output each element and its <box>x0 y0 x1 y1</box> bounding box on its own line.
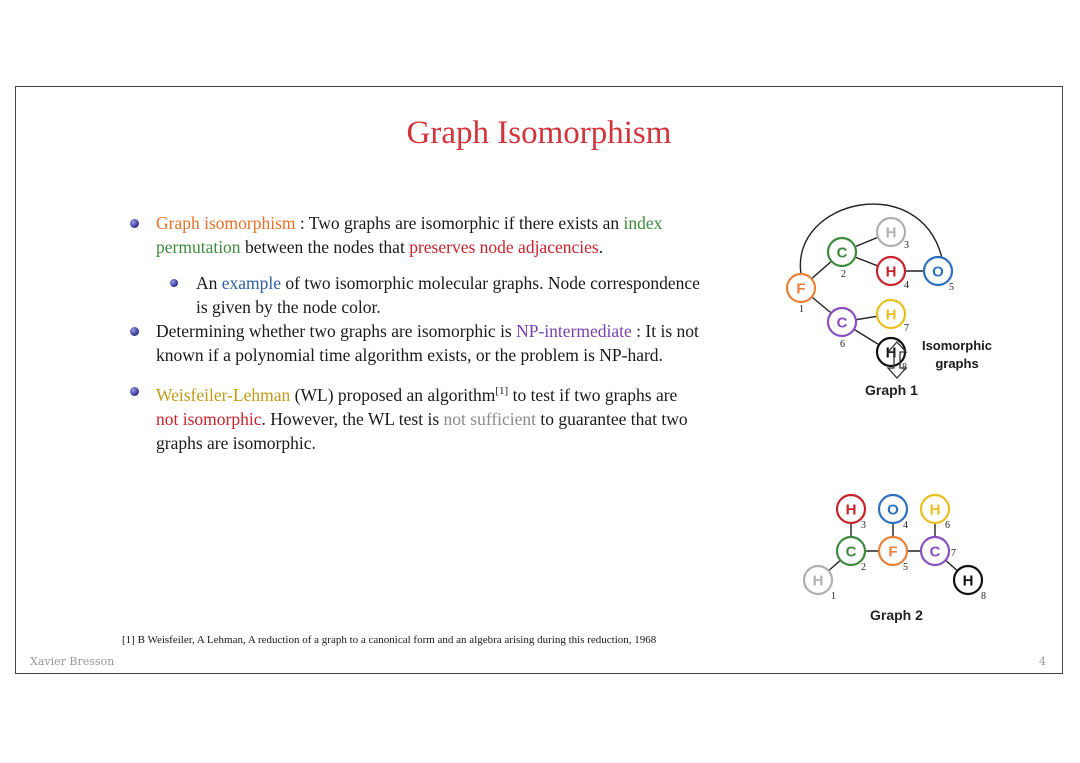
node-element-label: C <box>845 543 857 561</box>
text: . <box>598 237 604 257</box>
node-index-label: 1 <box>831 591 836 602</box>
node-element-label: H <box>885 263 897 281</box>
node-index-label: 4 <box>903 520 908 531</box>
graph-node <box>787 274 815 315</box>
term-graph-isomorphism: Graph isomorphism <box>156 213 296 233</box>
term-weisfeiler-lehman: Weisfeiler-Lehman <box>156 384 291 405</box>
text: of two isomorphic molecular graphs. Node correspondence is given by the node color. <box>196 273 700 317</box>
text: An <box>196 273 222 293</box>
node-index-label: 6 <box>945 520 950 531</box>
term-not-isomorphic: not isomorphic <box>156 408 262 429</box>
bullet-dot-icon <box>170 279 178 287</box>
node-element-label: O <box>887 501 899 519</box>
text: Determining whether two graphs are isomorphic is <box>156 321 517 341</box>
term-not-sufficient: not sufficient <box>443 408 537 429</box>
isomorphic-label <box>912 337 1002 373</box>
node-index-label: 6 <box>840 339 845 350</box>
node-element-label: C <box>836 244 848 262</box>
graph-node <box>954 566 986 602</box>
graph-2 <box>804 495 986 602</box>
bullet-dot-icon <box>130 219 139 228</box>
graph-node <box>921 537 956 565</box>
node-element-label: F <box>888 543 898 561</box>
node-element-label: H <box>962 572 974 590</box>
node-index-label: 8 <box>902 362 907 373</box>
graph-1-label: Graph 1 <box>865 382 918 398</box>
node-element-label: C <box>929 543 941 561</box>
footnote: [1] B Weisfeiler, A Lehman, A reduction of a graph to a canonical form and an algebra arising during this reduction, 1968 <box>122 634 657 646</box>
node-index-label: 2 <box>841 269 846 280</box>
node-index-label: 5 <box>949 282 954 293</box>
text: to guarantee that two graphs are isomorphic. <box>156 408 688 453</box>
text: (WL) proposed an algorithm <box>290 384 496 405</box>
sub-bullet-example <box>124 271 704 319</box>
text: : It is not known if a polynomial time algorithm exists, or the problem is NP-hard. <box>156 321 699 365</box>
graph-node <box>924 257 954 293</box>
node-index-label: 3 <box>861 520 866 531</box>
node-element-label: H <box>812 572 824 590</box>
bullet-graph-isomorphism <box>124 211 704 259</box>
graph-node <box>828 238 856 280</box>
page-number: 4 <box>1039 655 1046 668</box>
node-index-label: 7 <box>951 548 956 559</box>
iso-label-line2: graphs <box>935 356 979 371</box>
node-element-label: H <box>845 501 857 519</box>
node-element-label: O <box>932 263 944 281</box>
text: : Two graphs are isomorphic if there exists an <box>295 213 624 233</box>
node-index-label: 7 <box>904 323 909 334</box>
node-element-label: H <box>885 224 897 242</box>
node-index-label: 5 <box>903 562 908 573</box>
text: to test if two graphs are <box>508 384 678 405</box>
bullet-np-intermediate <box>124 319 704 367</box>
text: between the nodes that <box>240 237 410 257</box>
double-arrow-icon <box>884 340 910 380</box>
node-element-label: H <box>885 306 897 324</box>
graph-node <box>879 537 908 573</box>
graph-node <box>877 300 909 334</box>
term-preserves-adjacencies: preserves node adjacencies <box>409 237 599 257</box>
bullet-dot-icon <box>130 327 139 336</box>
bullet-dot-icon <box>130 387 139 396</box>
term-example: example <box>221 273 282 293</box>
node-element-label: H <box>885 344 897 362</box>
graph-2-label: Graph 2 <box>870 607 923 623</box>
graph-node <box>877 257 909 291</box>
node-index-label: 3 <box>904 240 909 251</box>
node-index-label: 4 <box>904 280 909 291</box>
iso-label-line1: Isomorphic <box>921 338 993 353</box>
citation-ref: [1] <box>495 385 509 397</box>
node-element-label: H <box>929 501 941 519</box>
term-index-permutation: index permutation <box>156 213 663 257</box>
author-name: Xavier Bresson <box>30 655 115 668</box>
bullet-weisfeiler-lehman <box>124 379 704 455</box>
graph-node <box>828 308 856 350</box>
node-element-label: F <box>796 280 806 298</box>
text: . However, the WL test is <box>261 408 444 429</box>
node-index-label: 1 <box>799 304 804 315</box>
graph-node <box>877 218 909 251</box>
graph-node <box>804 566 836 602</box>
node-index-label: 2 <box>861 562 866 573</box>
node-index-label: 8 <box>981 591 986 602</box>
slide-title: Graph Isomorphism <box>406 115 672 151</box>
term-np-intermediate: NP-intermediate <box>516 321 632 341</box>
bullet-list <box>124 211 704 457</box>
graph-node <box>837 537 866 573</box>
node-element-label: C <box>836 314 848 332</box>
